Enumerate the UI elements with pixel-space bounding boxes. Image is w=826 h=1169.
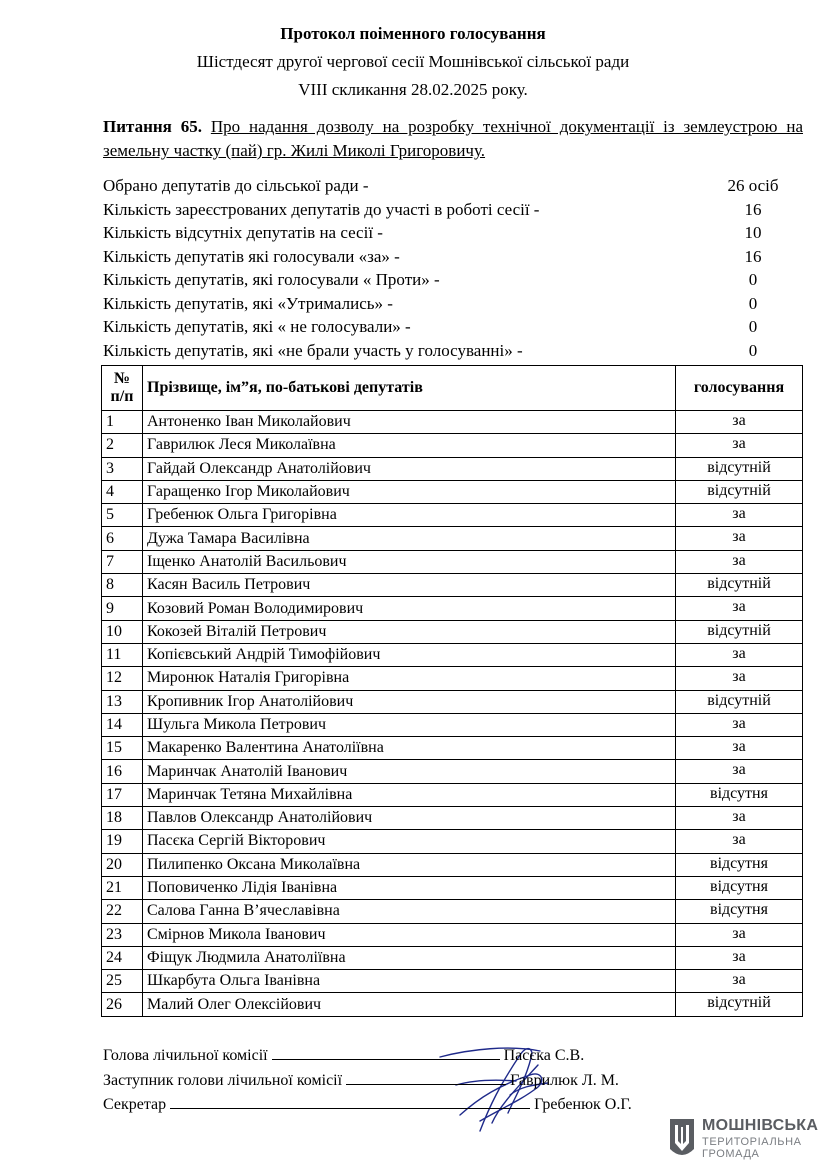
signature-line-secretary (103, 1094, 632, 1114)
deputy-name: Дужа Тамара Василівна (143, 527, 676, 550)
table-row (102, 504, 803, 527)
deputy-name: Поповиченко Лідія Іванівна (143, 876, 676, 899)
row-number: 23 (102, 923, 143, 946)
vote-result: за (676, 643, 803, 666)
stat-row (103, 339, 803, 363)
deputy-name: Антоненко Іван Миколайович (143, 411, 676, 434)
deputy-name: Маринчак Анатолій Іванович (143, 760, 676, 783)
deputy-name: Іщенко Анатолій Васильович (143, 550, 676, 573)
column-header-vote: голосування (676, 366, 803, 411)
table-row (102, 830, 803, 853)
signature-underline (272, 1045, 500, 1060)
deputy-name: Смірнов Микола Іванович (143, 923, 676, 946)
stat-label: Кількість депутатів які голосували «за» - (103, 246, 400, 266)
page-title: Протокол поіменного голосування (280, 24, 546, 43)
table-row (102, 527, 803, 550)
stat-row (103, 245, 803, 269)
header-num-line2: п/п (110, 388, 134, 405)
signature-role: Секретар (103, 1096, 167, 1113)
deputy-name: Салова Ганна В’ячеславівна (143, 900, 676, 923)
vote-result: за (676, 946, 803, 969)
vote-result: за (676, 713, 803, 736)
question-text: Про надання дозволу на розробку технічної документації із землеустрою на земельну частку (пай) гр. Жилі Миколі Григоровичу. (103, 117, 803, 160)
table-body (102, 411, 803, 1017)
deputy-name: Пилипенко Оксана Миколаївна (143, 853, 676, 876)
table-row (102, 737, 803, 760)
table-row (102, 876, 803, 899)
row-number: 11 (102, 643, 143, 666)
deputy-name: Кокозей Віталій Петрович (143, 620, 676, 643)
row-number: 6 (102, 527, 143, 550)
vote-result: відсутня (676, 900, 803, 923)
stat-row (103, 198, 803, 222)
deputy-name: Кропивник Ігор Анатолійович (143, 690, 676, 713)
trident-icon (668, 1117, 696, 1161)
row-number: 19 (102, 830, 143, 853)
deputy-name: Павлов Олександр Анатолійович (143, 807, 676, 830)
stat-value: 16 (744, 246, 762, 266)
vote-result: відсутній (676, 480, 803, 503)
deputy-name: Маринчак Тетяна Михайлівна (143, 783, 676, 806)
row-number: 5 (102, 504, 143, 527)
row-number: 21 (102, 876, 143, 899)
vote-result: за (676, 830, 803, 853)
row-number: 25 (102, 970, 143, 993)
vote-result: за (676, 434, 803, 457)
stat-label: Кількість депутатів, які « не голосували» - (103, 317, 411, 336)
deputy-name: Козовий Роман Володимирович (143, 597, 676, 620)
convocation-date-line: VIII скликання 28.02.2025 року. (298, 80, 528, 99)
deputy-name: Миронюк Наталія Григорівна (143, 667, 676, 690)
row-number: 7 (102, 550, 143, 573)
row-number: 18 (102, 807, 143, 830)
vote-result: за (676, 923, 803, 946)
deputy-name: Шкарбута Ольга Іванівна (143, 970, 676, 993)
row-number: 26 (102, 993, 143, 1016)
vote-result: відсутній (676, 457, 803, 480)
agenda-question (103, 115, 803, 163)
logo-subtitle-1: ТЕРИТОРІАЛЬНА (702, 1136, 802, 1148)
stat-label: Кількість відсутніх депутатів на сесії - (103, 223, 383, 242)
table-row (102, 690, 803, 713)
stat-row (103, 174, 803, 198)
deputy-name: Фіщук Людмила Анатоліївна (143, 946, 676, 969)
table-row (102, 434, 803, 457)
table-header-row (102, 366, 803, 411)
stat-value: 10 (744, 223, 762, 242)
row-number: 22 (102, 900, 143, 923)
deputy-name: Гребенюк Ольга Григорівна (143, 504, 676, 527)
row-number: 8 (102, 574, 143, 597)
vote-result: відсутній (676, 993, 803, 1016)
vote-result: за (676, 504, 803, 527)
vote-result: за (676, 411, 803, 434)
row-number: 10 (102, 620, 143, 643)
stat-label: Кількість депутатів, які «не брали участь у голосуванні» - (103, 340, 523, 360)
vote-result: за (676, 667, 803, 690)
session-line: Шістдесят другої чергової сесії Мошнівської сільської ради (196, 52, 630, 71)
table-row (102, 993, 803, 1016)
signature-underline (170, 1094, 530, 1109)
stat-value: 0 (748, 317, 758, 336)
vote-result: за (676, 527, 803, 550)
row-number: 2 (102, 434, 143, 457)
table-row (102, 807, 803, 830)
table-row (102, 574, 803, 597)
table-row (102, 853, 803, 876)
row-number: 1 (102, 411, 143, 434)
vote-result: відсутній (676, 690, 803, 713)
table-row (102, 620, 803, 643)
deputy-name: Копієвський Андрій Тимофійович (143, 643, 676, 666)
vote-result: відсутній (676, 620, 803, 643)
table-row (102, 946, 803, 969)
vote-statistics (103, 174, 803, 362)
vote-result: за (676, 760, 803, 783)
deputy-name: Касян Василь Петрович (143, 574, 676, 597)
community-logo (668, 1117, 819, 1161)
stat-row (103, 268, 803, 292)
row-number: 4 (102, 480, 143, 503)
row-number: 17 (102, 783, 143, 806)
vote-result: відсутня (676, 853, 803, 876)
deputy-name: Гаврилюк Леся Миколаївна (143, 434, 676, 457)
signature-line-deputy-chair (103, 1070, 619, 1090)
logo-subtitle-2: ГРОМАДА (702, 1148, 760, 1160)
deputy-name: Гаращенко Ігор Миколайович (143, 480, 676, 503)
table-row (102, 597, 803, 620)
column-header-number (102, 366, 143, 411)
vote-result: за (676, 597, 803, 620)
vote-result: за (676, 807, 803, 830)
stat-row (103, 292, 803, 316)
table-row (102, 667, 803, 690)
table-row (102, 783, 803, 806)
row-number: 9 (102, 597, 143, 620)
vote-result: відсутня (676, 783, 803, 806)
signature-line-chair (103, 1045, 584, 1065)
stat-value: 26 осіб (727, 176, 779, 195)
header-num-line1: № (113, 370, 131, 387)
row-number: 13 (102, 690, 143, 713)
row-number: 15 (102, 737, 143, 760)
stat-value: 16 (744, 199, 762, 219)
stat-value: 0 (748, 340, 758, 360)
table-row (102, 480, 803, 503)
signature-underline (346, 1070, 506, 1085)
row-number: 3 (102, 457, 143, 480)
stat-value: 0 (748, 270, 758, 289)
table-row (102, 713, 803, 736)
stat-row (103, 221, 803, 245)
table-row (102, 970, 803, 993)
deputy-name: Шульга Микола Петрович (143, 713, 676, 736)
logo-title: МОШНІВСЬКА (702, 1117, 819, 1134)
table-row (102, 760, 803, 783)
roll-call-table (101, 365, 803, 1017)
row-number: 16 (102, 760, 143, 783)
table-row (102, 457, 803, 480)
vote-result: за (676, 550, 803, 573)
deputy-name: Гайдай Олександр Анатолійович (143, 457, 676, 480)
vote-result: відсутня (676, 876, 803, 899)
row-number: 12 (102, 667, 143, 690)
table-row (102, 900, 803, 923)
column-header-name: Прізвище, ім”я, по-батькові депутатів (143, 366, 676, 411)
row-number: 24 (102, 946, 143, 969)
stat-label: Кількість депутатів, які «Утримались» - (103, 293, 393, 313)
signature-name: Гребенюк О.Г. (534, 1096, 632, 1113)
table-row (102, 411, 803, 434)
signature-role: Заступник голови лічильної комісії (103, 1072, 343, 1089)
deputy-name: Пасєка Сергій Вікторович (143, 830, 676, 853)
question-number: Питання 65. (103, 117, 202, 136)
signature-name: Пасєка С.В. (503, 1047, 585, 1064)
stat-label: Кількість зареєстрованих депутатів до участі в роботі сесії - (103, 199, 540, 219)
vote-result: за (676, 737, 803, 760)
deputy-name: Макаренко Валентина Анатоліївна (143, 737, 676, 760)
stat-label: Кількість депутатів, які голосували « Проти» - (103, 270, 440, 289)
stat-label: Обрано депутатів до сільської ради - (103, 176, 369, 195)
vote-result: відсутній (676, 574, 803, 597)
stat-row (103, 315, 803, 339)
signature-name: Гаврилюк Л. М. (510, 1072, 619, 1089)
deputy-name: Малий Олег Олексійович (143, 993, 676, 1016)
table-row (102, 550, 803, 573)
signature-role: Голова лічильної комісії (103, 1047, 268, 1064)
row-number: 14 (102, 713, 143, 736)
table-row (102, 643, 803, 666)
stat-value: 0 (748, 293, 758, 313)
vote-result: за (676, 970, 803, 993)
row-number: 20 (102, 853, 143, 876)
table-row (102, 923, 803, 946)
